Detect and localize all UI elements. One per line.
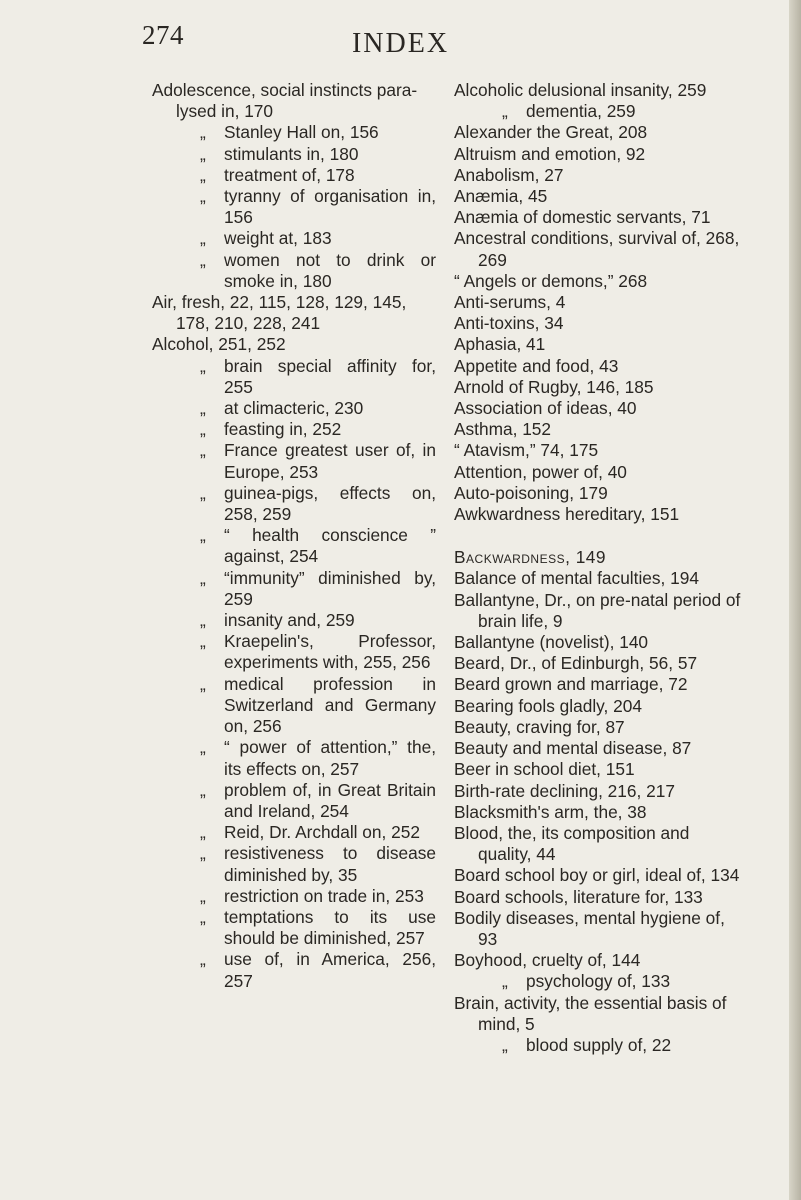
index-entry xyxy=(454,653,744,674)
index-entry-text: Ancestral conditions, survival of, 268, 269 xyxy=(454,228,740,270)
index-subentry xyxy=(152,780,436,822)
index-entry-text: Appetite and food, 43 xyxy=(454,355,619,376)
index-subentry xyxy=(152,122,436,143)
index-subentry-text: dementia, 259 xyxy=(526,101,636,122)
index-entry xyxy=(454,738,744,759)
index-subentry xyxy=(152,907,436,949)
index-subentry xyxy=(152,949,436,991)
index-subentry xyxy=(152,525,436,567)
index-entry-text: Aphasia, 41 xyxy=(454,334,546,355)
index-entry-text: Backwardness, 149 xyxy=(454,547,607,568)
index-subentry-text: tyranny of organisation in, 156 xyxy=(224,186,436,228)
index-entry xyxy=(454,313,744,334)
ditto-mark: „ xyxy=(200,822,206,843)
index-entry-text: Anti-serums, 4 xyxy=(454,292,566,313)
index-entry-text: Blacksmith's arm, the, 38 xyxy=(454,801,647,822)
ditto-mark: „ xyxy=(200,122,206,143)
index-entry xyxy=(454,483,744,504)
index-subentry xyxy=(152,610,436,631)
ditto-mark: „ xyxy=(502,971,508,992)
index-subentry-text: guinea-pigs, effects on, 258, 259 xyxy=(224,482,436,525)
index-entry xyxy=(454,398,744,419)
index-entry-text: “ Angels or demons,” 268 xyxy=(454,270,648,291)
index-subentry-text: at climacteric, 230 xyxy=(224,398,364,419)
index-entry xyxy=(454,887,744,908)
ditto-mark: „ xyxy=(200,186,206,207)
index-entry-text: Beauty and mental disease, 87 xyxy=(454,738,692,759)
ditto-mark: „ xyxy=(200,164,206,185)
page-header xyxy=(0,18,801,68)
index-subentry-text: feasting in, 252 xyxy=(224,419,342,440)
index-subentry-text: weight at, 183 xyxy=(224,228,332,249)
index-entry-text: Board school boy or girl, ideal of, 134 xyxy=(454,865,740,886)
index-subentry-text: resistiveness to disease diminished by, 35 xyxy=(224,843,436,885)
index-entry xyxy=(454,292,744,313)
ditto-mark: „ xyxy=(200,525,206,546)
index-entry xyxy=(454,717,744,738)
index-entry-text: Anæmia of domestic servants, 71 xyxy=(454,207,711,228)
index-subentry-text: medical profession in Switzerland and Germany on, 256 xyxy=(224,673,436,737)
index-entry xyxy=(454,632,744,653)
index-entry xyxy=(152,80,436,122)
index-subentry-text: Stanley Hall on, 156 xyxy=(224,122,379,143)
index-entry-text: Alexander the Great, 208 xyxy=(454,122,648,143)
index-subentry-text: restriction on trade in, 253 xyxy=(224,885,424,906)
page-edge xyxy=(789,0,801,1200)
index-entry-text: Birth-rate declining, 216, 217 xyxy=(454,780,675,801)
ditto-mark: „ xyxy=(200,482,206,503)
index-entry-text: Board schools, literature for, 133 xyxy=(454,886,703,907)
index-entry-text: Beard grown and marriage, 72 xyxy=(454,674,688,695)
ditto-mark: „ xyxy=(200,355,206,376)
index-entry xyxy=(454,759,744,780)
ditto-mark: „ xyxy=(200,885,206,906)
index-entry xyxy=(454,781,744,802)
ditto-mark: „ xyxy=(200,906,206,927)
index-subentry xyxy=(152,186,436,228)
index-entry-text: “ Atavism,” 74, 175 xyxy=(454,440,599,461)
index-subentry xyxy=(454,971,744,992)
index-subentry-text: insanity and, 259 xyxy=(224,610,355,631)
index-subentry-text: “ health conscience ” against, 254 xyxy=(224,525,436,567)
index-subentry xyxy=(152,398,436,419)
index-subentry-text: psychology of, 133 xyxy=(526,971,671,992)
index-entry xyxy=(454,568,744,589)
ditto-mark: „ xyxy=(200,398,206,419)
index-entry-text: Attention, power of, 40 xyxy=(454,461,627,482)
index-column-right xyxy=(454,80,744,1056)
page-title: INDEX xyxy=(351,28,450,59)
index-entry-text: Asthma, 152 xyxy=(454,419,552,440)
ditto-mark: „ xyxy=(502,101,508,122)
index-entry xyxy=(454,802,744,823)
index-entry-text: Bodily diseases, mental hygiene of, 93 xyxy=(454,907,725,949)
index-subentry-text: Kraepelin's, Professor, experiments with, 255, 256 xyxy=(224,631,436,673)
index-entry xyxy=(454,908,744,950)
index-entry-text: Balance of mental faculties, 194 xyxy=(454,568,699,589)
index-subentry xyxy=(152,250,436,292)
index-entry-text: Awkwardness hereditary, 151 xyxy=(454,504,680,525)
ditto-mark: „ xyxy=(200,949,206,970)
index-subentry-text: “immunity” diminished by, 259 xyxy=(224,567,436,609)
index-entry xyxy=(454,80,744,101)
index-entry-text: Altruism and emotion, 92 xyxy=(454,143,646,164)
index-entry-text: Blood, the, its composition and quality, 44 xyxy=(454,822,690,865)
ditto-mark: „ xyxy=(200,631,206,652)
index-entry-text: Alcohol, 251, 252 xyxy=(152,334,286,355)
ditto-mark: „ xyxy=(200,779,206,800)
index-subentry-text: stimulants in, 180 xyxy=(224,143,359,164)
index-entry-text: Beer in school diet, 151 xyxy=(454,759,635,780)
index-subentry-text: problem of, in Great Britain and Ireland, 254 xyxy=(224,779,436,821)
index-entry xyxy=(454,440,744,461)
index-subentry xyxy=(152,737,436,779)
index-entry xyxy=(454,823,744,865)
index-subentry-text: blood supply of, 22 xyxy=(526,1034,672,1055)
index-entry xyxy=(454,419,744,440)
index-entry xyxy=(454,228,744,270)
index-subentry xyxy=(152,631,436,673)
index-entry xyxy=(152,334,436,355)
ditto-mark: „ xyxy=(200,567,206,588)
ditto-mark: „ xyxy=(200,228,206,249)
ditto-mark: „ xyxy=(200,143,206,164)
index-entry-text: Adolescence, social instincts paralysed in, 170 xyxy=(152,80,418,122)
index-subentry xyxy=(152,483,436,525)
index-entry-text: Bearing fools gladly, 204 xyxy=(454,695,642,716)
index-subentry xyxy=(152,822,436,843)
ditto-mark: „ xyxy=(200,419,206,440)
index-entry xyxy=(454,334,744,355)
index-entry-text: Arnold of Rugby, 146, 185 xyxy=(454,376,654,397)
index-entry xyxy=(454,865,744,886)
index-subentry-text: “ power of attention,” the, its effects on, 257 xyxy=(224,737,436,779)
index-entry xyxy=(454,207,744,228)
index-subentry-text: France greatest user of, in Europe, 253 xyxy=(224,440,436,482)
index-entry xyxy=(454,993,744,1035)
index-entry-text: Beauty, craving for, 87 xyxy=(454,716,625,737)
page-number: 274 xyxy=(142,20,184,50)
index-entry-text: Association of ideas, 40 xyxy=(454,398,637,419)
index-subentry xyxy=(152,843,436,885)
index-entry-text: Auto-poisoning, 179 xyxy=(454,482,608,503)
index-entry xyxy=(454,590,744,632)
index-entry xyxy=(454,186,744,207)
index-entry xyxy=(454,462,744,483)
index-entry-text: Anti-toxins, 34 xyxy=(454,313,564,334)
index-subentry-text: women not to drink or smoke in, 180 xyxy=(224,249,436,291)
index-subentry xyxy=(152,674,436,738)
index-subentry-text: treatment of, 178 xyxy=(224,164,355,185)
index-subentry xyxy=(152,228,436,249)
index-entry xyxy=(454,165,744,186)
ditto-mark: „ xyxy=(200,249,206,270)
index-subentry-text: temptations to its use should be diminished, 257 xyxy=(224,906,436,949)
index-entry-text: Anæmia, 45 xyxy=(454,186,548,207)
index-entry xyxy=(454,674,744,695)
index-subentry xyxy=(454,1035,744,1056)
index-entry-text: Brain, activity, the essential basis of mind, 5 xyxy=(454,992,727,1034)
ditto-mark: „ xyxy=(200,843,206,864)
index-entry xyxy=(454,504,744,525)
index-entry-text: Air, fresh, 22, 115, 128, 129, 145, 178, 210, 228, 241 xyxy=(152,292,407,334)
index-entry-text: Ballantyne, Dr., on pre-natal period of brain life, 9 xyxy=(454,589,741,631)
index-column-left xyxy=(152,80,436,992)
section-gap xyxy=(454,525,744,547)
index-subentry xyxy=(152,886,436,907)
index-subentry xyxy=(152,144,436,165)
index-subentry xyxy=(152,356,436,398)
ditto-mark: „ xyxy=(200,440,206,461)
index-subentry xyxy=(152,419,436,440)
index-subentry-text: brain special affinity for, 255 xyxy=(224,355,436,397)
index-subentry xyxy=(152,440,436,482)
index-entry xyxy=(454,547,744,568)
index-entry-text: Anabolism, 27 xyxy=(454,164,564,185)
index-entry xyxy=(454,271,744,292)
ditto-mark: „ xyxy=(200,673,206,694)
index-subentry-text: use of, in America, 256, 257 xyxy=(224,949,436,991)
index-entry xyxy=(454,122,744,143)
index-subentry xyxy=(152,165,436,186)
index-entry xyxy=(454,356,744,377)
ditto-mark: „ xyxy=(200,737,206,758)
index-entry xyxy=(152,292,436,334)
ditto-mark: „ xyxy=(200,610,206,631)
index-entry xyxy=(454,377,744,398)
index-entry-text: Ballantyne (novelist), 140 xyxy=(454,632,649,653)
index-subentry-text: Reid, Dr. Archdall on, 252 xyxy=(224,822,420,843)
index-entry-text: Beard, Dr., of Edinburgh, 56, 57 xyxy=(454,653,698,674)
ditto-mark: „ xyxy=(502,1034,508,1055)
index-entry-text: Boyhood, cruelty of, 144 xyxy=(454,950,641,971)
index-entry xyxy=(454,950,744,971)
index-entry xyxy=(454,144,744,165)
index-entry-text: Alcoholic delusional insanity, 259 xyxy=(454,80,707,100)
index-subentry xyxy=(454,101,744,122)
index-entry xyxy=(454,696,744,717)
index-subentry xyxy=(152,568,436,610)
